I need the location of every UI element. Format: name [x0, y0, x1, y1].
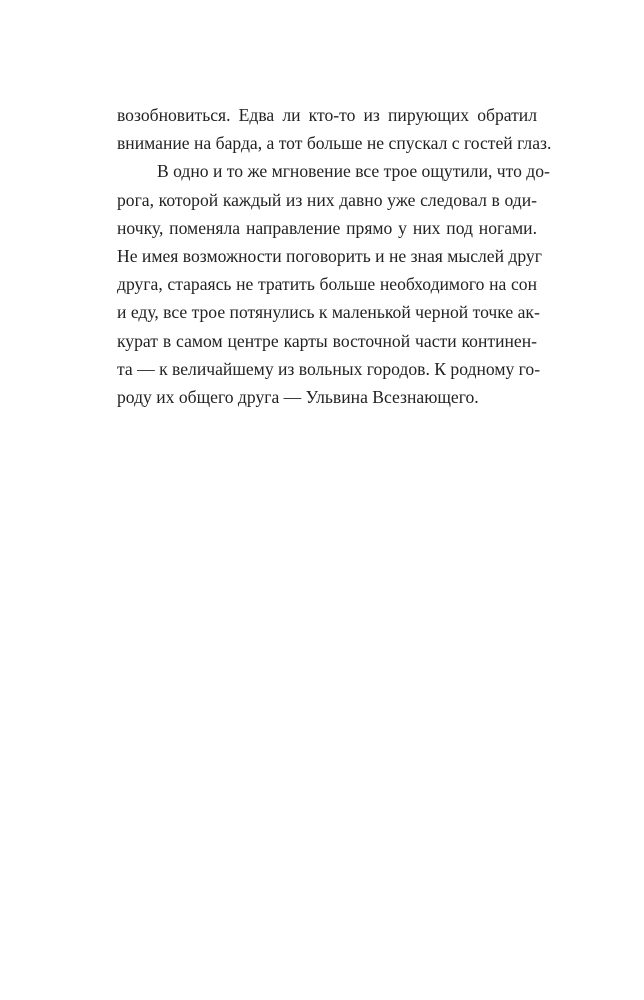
text-line: курат в самом центре карты восточной части континен- [117, 330, 537, 351]
text-line: В одно и то же мгновение все трое ощутили, что до- [157, 161, 550, 182]
text-line: и еду, все трое потянулись к маленькой черной точке ак- [117, 302, 540, 323]
text-line: ночку, поменяла направление прямо у них под ногами. [117, 217, 537, 238]
text-line: роду их общего друга — Ульвина Всезнающего. [117, 386, 479, 407]
body-text [117, 101, 552, 411]
paragraph-1 [117, 101, 552, 157]
paragraph-2 [117, 157, 550, 411]
text-line: та — к величайшему из вольных городов. К родному го- [117, 358, 541, 379]
text-line: рога, которой каждый из них давно уже следовал в оди- [117, 189, 537, 210]
text-line: возобновиться. Едва ли кто-то из пирующих обратил [117, 105, 537, 125]
text-line: Не имея возможности поговорить и не зная мыслей друг [117, 245, 542, 266]
text-line: друга, стараясь не тратить больше необходимого на сон [117, 274, 537, 295]
text-line: внимание на барда, а тот больше не спускал с гостей глаз. [117, 133, 552, 154]
